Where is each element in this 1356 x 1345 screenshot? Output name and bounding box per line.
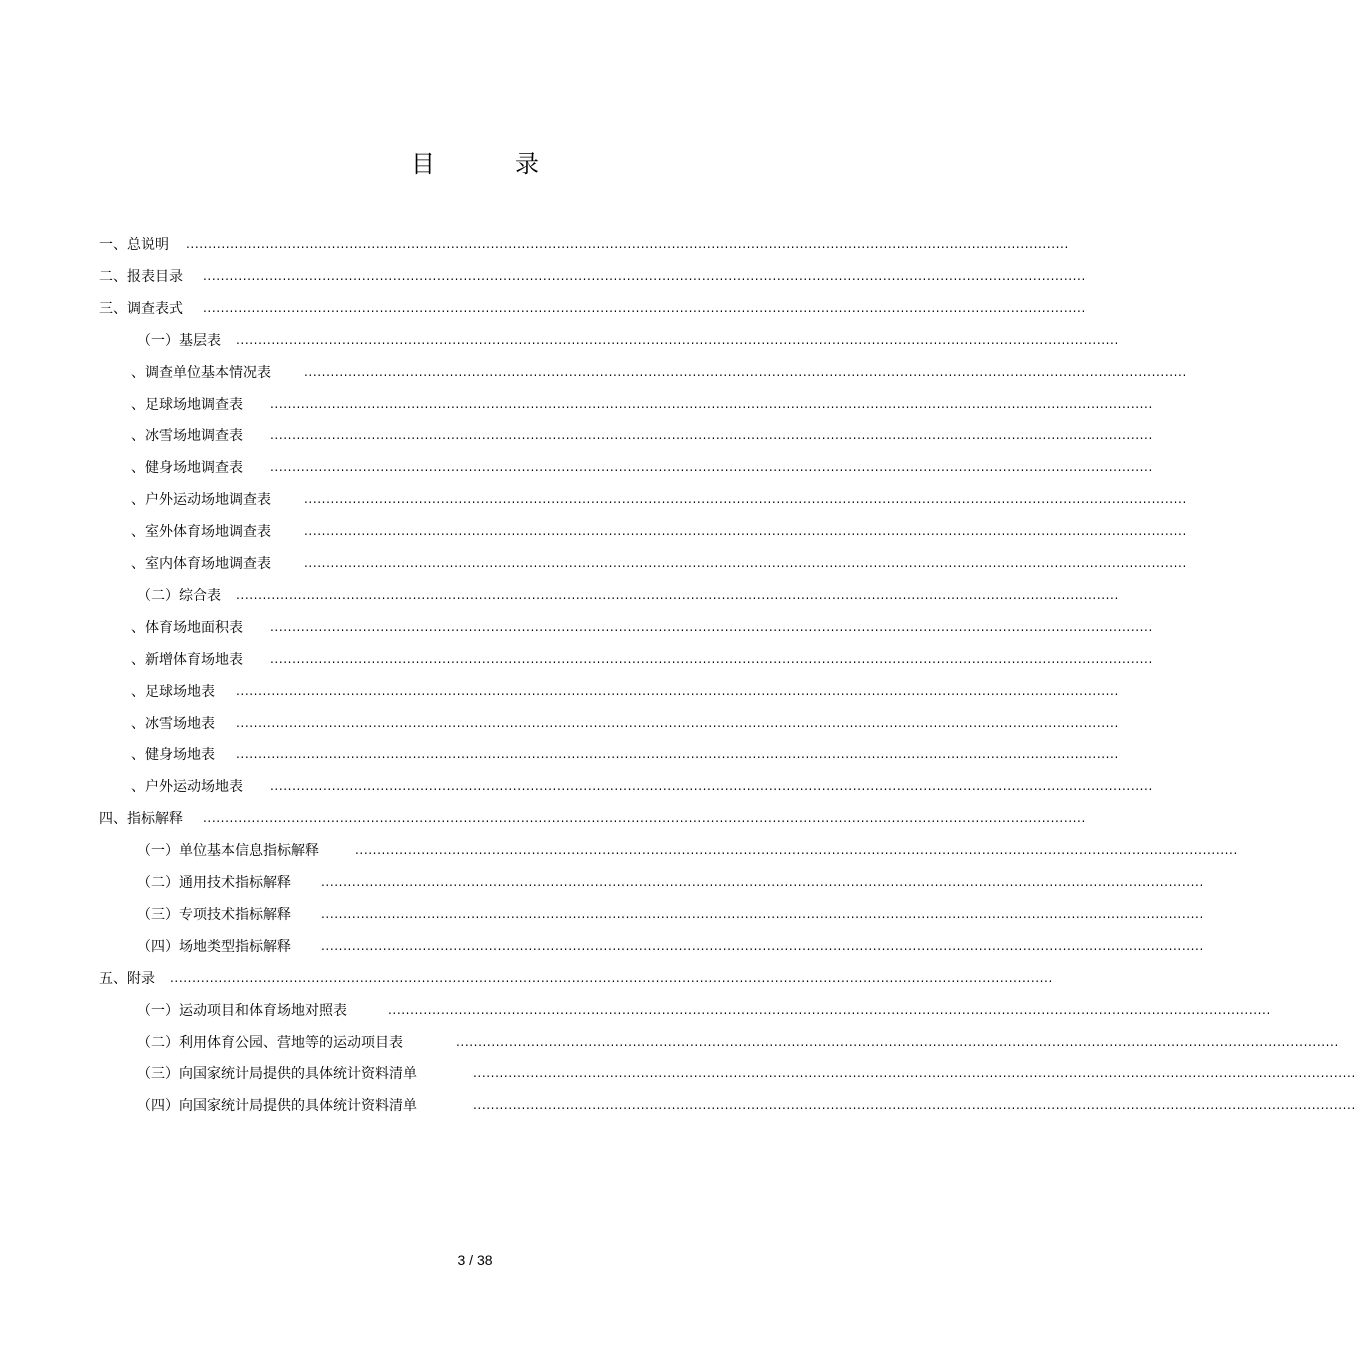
toc-entry-label: 、足球场地表 bbox=[131, 683, 215, 700]
toc-dot-leader: ........................................................................................................................................................................................................ bbox=[388, 1002, 1271, 1017]
toc-entry-label: 、户外运动场地调查表 bbox=[131, 492, 271, 509]
toc-entry[interactable] bbox=[0, 612, 1153, 644]
toc-entry-label: 四、指标解释 bbox=[99, 811, 183, 828]
toc-entry[interactable] bbox=[0, 995, 1271, 1027]
page-title: 目 录 bbox=[411, 150, 567, 178]
toc-dot-leader: ........................................................................................................................................................................................................ bbox=[473, 1066, 1356, 1081]
toc-entry[interactable] bbox=[0, 229, 1069, 261]
toc-entry-label: 三、调查表式 bbox=[99, 300, 183, 317]
toc-dot-leader: ........................................................................................................................................................................................................ bbox=[236, 715, 1119, 730]
toc-entry-label: 二、报表目录 bbox=[99, 268, 183, 285]
toc-entry[interactable] bbox=[0, 963, 1053, 995]
toc-entry-label: 、健身场地表 bbox=[131, 747, 215, 764]
toc-dot-leader: ........................................................................................................................................................................................................ bbox=[270, 779, 1153, 794]
toc-entry-label: （一）单位基本信息指标解释 bbox=[137, 843, 319, 860]
toc-entry[interactable] bbox=[0, 899, 1204, 931]
toc-dot-leader: ........................................................................................................................................................................................................ bbox=[270, 428, 1153, 443]
toc-dot-leader: ........................................................................................................................................................................................................ bbox=[236, 747, 1119, 762]
toc-entry-label: （二）综合表 bbox=[137, 587, 221, 604]
toc-entry[interactable] bbox=[0, 931, 1204, 963]
toc-entry-label: （一）基层表 bbox=[137, 332, 221, 349]
toc-entry[interactable] bbox=[0, 739, 1119, 771]
toc-entry-label: 、冰雪场地表 bbox=[131, 715, 215, 732]
page-number: 3 / 38 bbox=[457, 1252, 493, 1268]
toc-entry-label: 、冰雪场地调查表 bbox=[131, 428, 243, 445]
toc-dot-leader: ........................................................................................................................................................................................................ bbox=[304, 556, 1187, 570]
toc-entry[interactable] bbox=[0, 580, 1119, 612]
toc-entry[interactable] bbox=[0, 261, 1086, 293]
table-of-contents bbox=[0, 229, 1356, 1129]
toc-dot-leader: ........................................................................................................................................................................................................ bbox=[170, 970, 1053, 985]
toc-dot-leader: ........................................................................................................................................................................................................ bbox=[321, 938, 1204, 953]
toc-dot-leader: ........................................................................................................................................................................................................ bbox=[304, 492, 1187, 507]
toc-dot-leader: ........................................................................................................................................................................................................ bbox=[270, 396, 1153, 411]
toc-dot-leader: ........................................................................................................................................................................................................ bbox=[203, 268, 1086, 283]
toc-dot-leader: ........................................................................................................................................................................................................ bbox=[270, 460, 1153, 475]
toc-dot-leader: ........................................................................................................................................................................................................ bbox=[304, 364, 1187, 379]
toc-dot-leader: ........................................................................................................................................................................................................ bbox=[321, 906, 1204, 921]
toc-entry-label: （二）利用体育公园、营地等的运动项目表 bbox=[137, 1034, 403, 1051]
toc-dot-leader: ........................................................................................................................................................................................................ bbox=[321, 875, 1204, 889]
toc-entry-label: 、调查单位基本情况表 bbox=[131, 364, 271, 381]
toc-entry-label: 、室外体育场地调查表 bbox=[131, 524, 271, 541]
toc-dot-leader: ........................................................................................................................................................................................................ bbox=[236, 332, 1119, 347]
toc-entry-label: 一、总说明 bbox=[99, 237, 169, 253]
toc-entry[interactable] bbox=[0, 1090, 1356, 1122]
toc-entry[interactable] bbox=[0, 516, 1187, 548]
toc-entry[interactable] bbox=[0, 644, 1153, 676]
toc-entry-label: 、健身场地调查表 bbox=[131, 460, 243, 477]
toc-entry[interactable] bbox=[0, 803, 1086, 835]
toc-dot-leader: ........................................................................................................................................................................................................ bbox=[236, 587, 1119, 602]
toc-entry-label: 五、附录 bbox=[99, 970, 155, 987]
toc-entry-label: 、户外运动场地表 bbox=[131, 779, 243, 796]
toc-entry[interactable] bbox=[0, 357, 1187, 389]
toc-entry[interactable] bbox=[0, 867, 1204, 899]
toc-entry[interactable] bbox=[0, 1058, 1356, 1090]
toc-dot-leader: ........................................................................................................................................................................................................ bbox=[236, 683, 1119, 698]
toc-entry-label: （三）专项技术指标解释 bbox=[137, 906, 291, 923]
toc-dot-leader: ........................................................................................................................................................................................................ bbox=[186, 237, 1069, 251]
toc-entry[interactable] bbox=[0, 771, 1153, 803]
toc-entry[interactable] bbox=[0, 420, 1153, 452]
toc-entry[interactable] bbox=[0, 293, 1086, 325]
toc-entry[interactable] bbox=[0, 484, 1187, 516]
toc-entry[interactable] bbox=[0, 835, 1238, 867]
toc-entry-label: （四）向国家统计局提供的具体统计资料清单 bbox=[137, 1098, 417, 1115]
toc-dot-leader: ........................................................................................................................................................................................................ bbox=[270, 651, 1153, 666]
toc-entry-label: 、足球场地调查表 bbox=[131, 396, 243, 413]
toc-dot-leader: ........................................................................................................................................................................................................ bbox=[355, 843, 1238, 858]
toc-entry-label: （一）运动项目和体育场地对照表 bbox=[137, 1002, 347, 1019]
toc-entry[interactable] bbox=[0, 1027, 1339, 1059]
toc-entry-label: 、室内体育场地调查表 bbox=[131, 556, 271, 572]
toc-entry[interactable] bbox=[0, 548, 1187, 580]
toc-entry[interactable] bbox=[0, 676, 1119, 708]
toc-entry-label: 、体育场地面积表 bbox=[131, 619, 243, 636]
toc-entry[interactable] bbox=[0, 389, 1153, 421]
toc-entry-label: （二）通用技术指标解释 bbox=[137, 875, 291, 891]
toc-dot-leader: ........................................................................................................................................................................................................ bbox=[304, 524, 1187, 539]
toc-entry-label: （四）场地类型指标解释 bbox=[137, 938, 291, 955]
toc-entry[interactable] bbox=[0, 452, 1153, 484]
toc-dot-leader: ........................................................................................................................................................................................................ bbox=[456, 1034, 1339, 1049]
toc-entry-label: 、新增体育场地表 bbox=[131, 651, 243, 668]
toc-dot-leader: ........................................................................................................................................................................................................ bbox=[203, 811, 1086, 826]
toc-entry-label: （三）向国家统计局提供的具体统计资料清单 bbox=[137, 1066, 417, 1083]
toc-entry[interactable] bbox=[0, 325, 1119, 357]
toc-dot-leader: ........................................................................................................................................................................................................ bbox=[473, 1098, 1356, 1113]
toc-entry[interactable] bbox=[0, 708, 1119, 740]
toc-dot-leader: ........................................................................................................................................................................................................ bbox=[270, 619, 1153, 634]
toc-dot-leader: ........................................................................................................................................................................................................ bbox=[203, 300, 1086, 315]
